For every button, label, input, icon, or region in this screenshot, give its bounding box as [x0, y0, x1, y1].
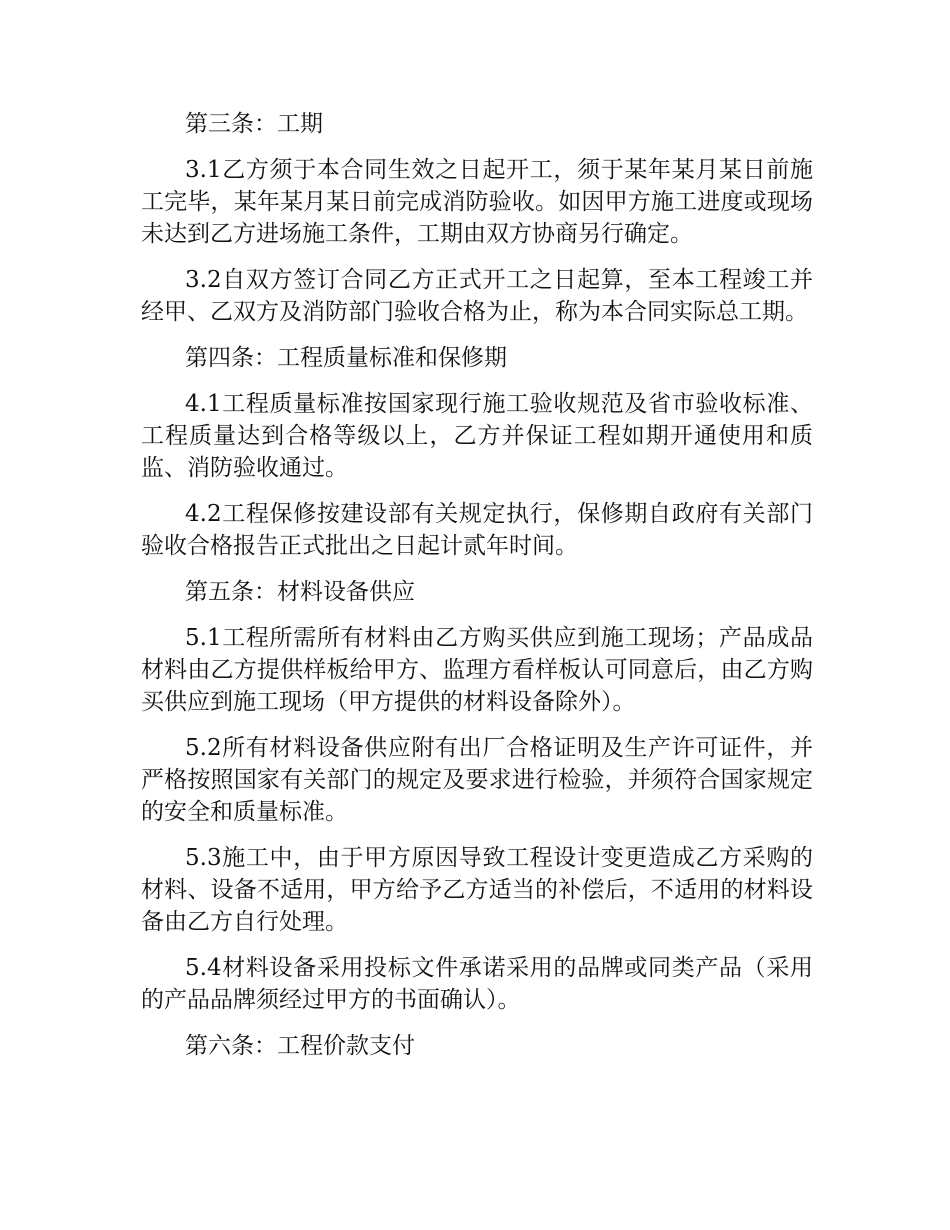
section-heading-5: 第五条：材料设备供应 [185, 579, 415, 605]
clause-3-2: 3.2自双方签订合同乙方正式开工之日起算，至本工程竣工并经甲、乙双方及消防部门验收合格为止，称为本合同实际总工期。 [141, 267, 813, 325]
clause-5-1: 5.1工程所需所有材料由乙方购买供应到施工现场；产品成品材料由乙方提供样板给甲方、监理方看样板认可同意后，由乙方购买供应到施工现场（甲方提供的材料设备除外）。 [141, 625, 813, 715]
section-heading-3: 第三条：工期 [185, 111, 323, 137]
clause-4-1: 4.1工程质量标准按国家现行施工验收规范及省市验收标准、工程质量达到合格等级以上，乙方并保证工程如期开通使用和质监、消防验收通过。 [141, 391, 813, 481]
clause-5-4: 5.4材料设备采用投标文件承诺采用的品牌或同类产品（采用的产品品牌须经过甲方的书面确认）。 [141, 955, 813, 1013]
clause-4-2: 4.2工程保修按建设部有关规定执行，保修期自政府有关部门验收合格报告正式批出之日起计贰年时间。 [141, 501, 813, 559]
section-heading-6: 第六条：工程价款支付 [185, 1033, 415, 1059]
clause-3-1: 3.1乙方须于本合同生效之日起开工，须于某年某月某日前施工完毕，某年某月某日前完成消防验收。如因甲方施工进度或现场未达到乙方进场施工条件，工期由双方协商另行确定。 [141, 157, 813, 247]
clause-5-2: 5.2所有材料设备供应附有出厂合格证明及生产许可证件，并严格按照国家有关部门的规定及要求进行检验，并须符合国家规定的安全和质量标准。 [141, 735, 813, 825]
section-heading-4: 第四条：工程质量标准和保修期 [185, 345, 507, 371]
clause-5-3: 5.3施工中，由于甲方原因导致工程设计变更造成乙方采购的材料、设备不适用，甲方给予乙方适当的补偿后，不适用的材料设备由乙方自行处理。 [141, 845, 813, 935]
document-body [141, 108, 813, 1076]
